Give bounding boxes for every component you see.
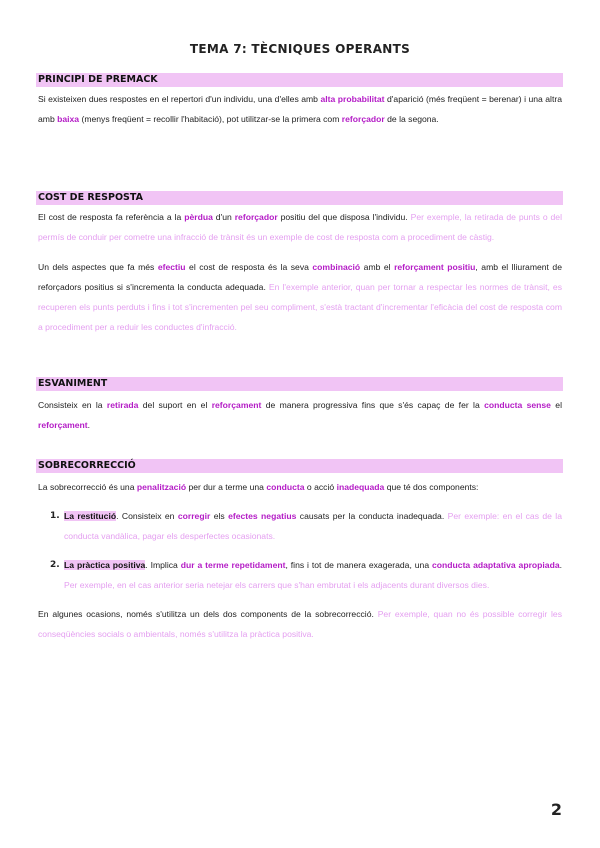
premack-paragraph <box>38 89 562 129</box>
text: causats per la conducta inadequada. <box>296 511 448 521</box>
text: del suport en el <box>138 400 212 410</box>
list-item-restitucio <box>64 506 562 546</box>
text: d'aparició (més freqüent = berenar) i una altra amb <box>38 94 563 124</box>
section-heading-cost: COST DE RESPOSTA <box>36 191 563 205</box>
text: que té dos components: <box>384 482 479 492</box>
example-text: Per exemple, la retirada de punts o del permís de conduir per cometre una infracció de trànsit és un exemple de cost de resposta com a procediment de càstig. <box>38 212 562 242</box>
text: . <box>559 560 562 570</box>
list-number: 2. <box>50 560 60 570</box>
keyword: dur a terme repetidament <box>180 560 286 570</box>
section-heading-esvaniment: ESVANIMENT <box>36 377 563 391</box>
keyword: reforçament <box>38 420 88 430</box>
text: d'un <box>212 212 235 222</box>
keyword: pèrdua <box>184 212 213 222</box>
example-text: Per exemple: en el cas de la conducta vandàlica, pagar els desperfectes ocasionats. <box>64 511 562 541</box>
section-heading-sobrecorreccio: SOBRECORRECCIÓ <box>36 459 563 473</box>
text: La sobrecorrecció és una <box>38 482 137 492</box>
esvaniment-paragraph <box>38 395 562 435</box>
keyword: alta probabilitat <box>320 94 385 104</box>
text: el <box>550 400 562 410</box>
text: els <box>210 511 229 521</box>
text: . Implica <box>145 560 181 570</box>
keyword: inadequada <box>336 482 385 492</box>
keyword: retirada <box>106 400 139 410</box>
text: Un dels aspectes que fa més <box>38 262 158 272</box>
keyword: baixa <box>57 114 80 124</box>
keyword: reforçament positiu <box>394 262 476 272</box>
text: de manera progressiva fins que s'és capaç de fer la <box>261 400 485 410</box>
keyword: reforçador <box>341 114 385 124</box>
text: , fins i tot de manera exagerada, una <box>285 560 433 570</box>
text: (menys freqüent = recollir l'habitació), pot utilitzar-se la primera com <box>79 114 342 124</box>
text: En algunes ocasions, només s'utilitza un dels dos components de la sobrecorrecció. <box>38 609 378 619</box>
cost-paragraph-2 <box>38 257 562 337</box>
text: Consisteix en la <box>38 400 107 410</box>
text: Si existeixen dues respostes en el repertori d'un individu, una d'elles amb <box>38 94 321 104</box>
sobrecorreccio-paragraph-2 <box>38 604 562 644</box>
keyword: conducta sense <box>484 400 551 410</box>
page-title: TEMA 7: TÈCNIQUES OPERANTS <box>189 42 411 56</box>
cost-paragraph-1 <box>38 207 562 247</box>
example-text: Per exemple, en el cas anterior seria netejar els carrers que s'han embrutat i els adjacents durant diversos dies. <box>64 580 490 590</box>
text: el cost de resposta és la seva <box>185 262 313 272</box>
keyword: combinació <box>312 262 361 272</box>
highlighted-term: La restitució <box>64 511 117 521</box>
highlighted-term: La pràctica positiva <box>64 560 146 570</box>
text: per dur a terme una <box>186 482 267 492</box>
keyword: penalització <box>136 482 187 492</box>
keyword: reforçament <box>211 400 262 410</box>
example-text: En l'exemple anterior, quan per tornar a respectar les normes de trànsit, es recuperen els punts perduts i fins i tot s'incrementen pel seu compliment, s'està tractant d'incrementar l'eficàcia del cost de resposta com a procediment per a reduir les conductes d'infracció. <box>38 282 562 332</box>
keyword: corregir <box>177 511 211 521</box>
keyword: conducta <box>266 482 305 492</box>
text: de la segona. <box>384 114 439 124</box>
text: El cost de resposta fa referència a la <box>38 212 185 222</box>
section-heading-premack: PRINCIPI DE PREMACK <box>36 73 563 87</box>
text: . Consisteix en <box>116 511 178 521</box>
keyword: efectes negatius <box>228 511 297 521</box>
text: positiu del que disposa l'individu. <box>277 212 411 222</box>
keyword: efectiu <box>157 262 186 272</box>
page-number: 2 <box>550 800 562 819</box>
text: , amb el lliurament de reforçadors positius si s'incrementa la conducta adequada. <box>38 262 562 292</box>
list-number: 1. <box>50 511 60 521</box>
sobrecorreccio-paragraph-1 <box>38 477 562 497</box>
example-text: Per exemple, quan no és possible corregir les conseqüències socials o ambientals, només s'utilitza la pràctica positiva. <box>38 609 562 639</box>
text: . <box>87 420 91 430</box>
keyword: reforçador <box>234 212 278 222</box>
text: o acció <box>304 482 337 492</box>
keyword: conducta adaptativa apropiada <box>432 560 560 570</box>
text: amb el <box>360 262 395 272</box>
list-item-practica-positiva <box>64 555 562 595</box>
